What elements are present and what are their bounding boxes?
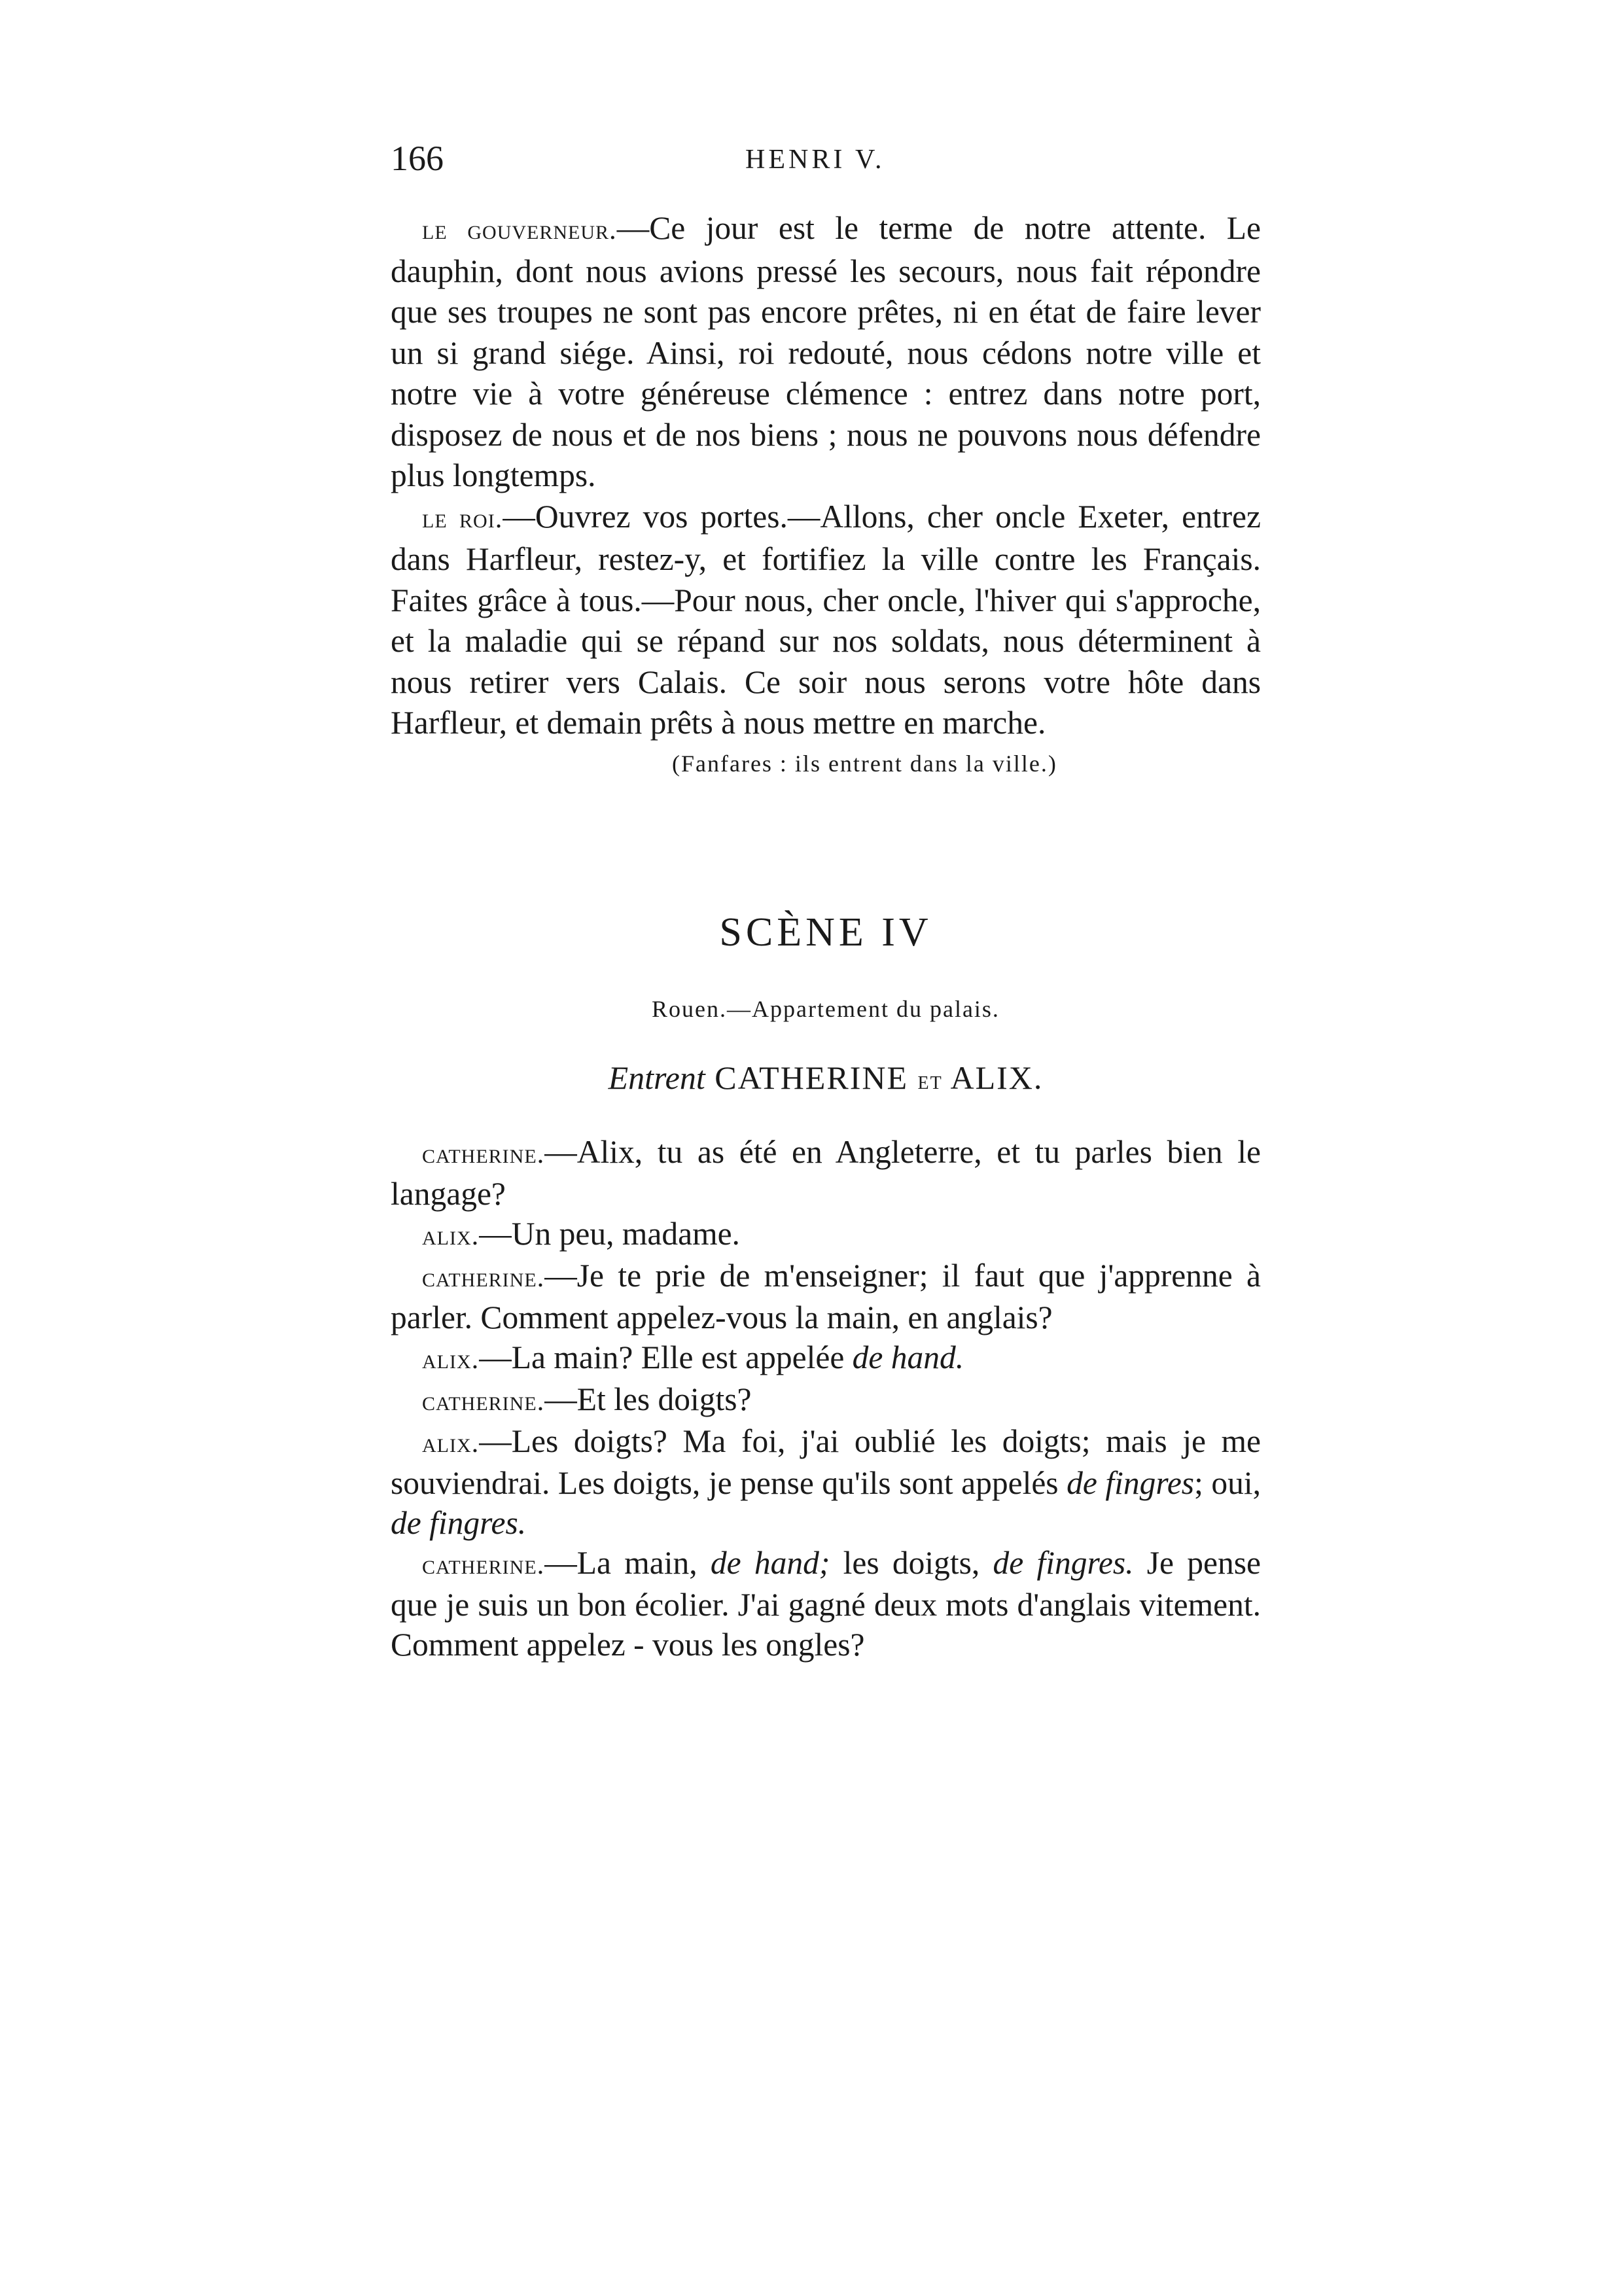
entrance-conjunction: et (917, 1065, 943, 1095)
entrance-character: ALIX. (950, 1059, 1044, 1096)
entrance-verb: Entrent (608, 1059, 705, 1096)
speaker-label: catherine. (422, 1386, 545, 1417)
scene-setting: Rouen.—Appartement du palais. (652, 996, 1000, 1022)
speech-text: —Ouvrez vos portes.—Allons, cher oncle Exeter, entrez dans Harfleur, restez-y, et fortifiez la ville contre les Français. Faites grâce à tous.—Pour nous, cher oncle, l'hiver qui s'approche, et la maladie qui se répand sur nos soldats, nous déterminent à nous retirer vers Calais. Ce soir nous serons votre hôte dans Harfleur, et demain prêts à nous mettre en marche. (391, 498, 1261, 741)
speaker-label: alix. (422, 1428, 480, 1458)
speaker-label: catherine. (422, 1262, 545, 1293)
speech-text: —La main, (544, 1545, 711, 1581)
running-title: HENRI V. (745, 145, 885, 175)
speech-italic: de hand; (710, 1545, 830, 1581)
stage-direction: (Fanfares : ils entrent dans la ville.) (672, 750, 1057, 777)
speaker-label: catherine. (422, 1139, 545, 1169)
speaker-label: le gouverneur. (422, 215, 617, 245)
speech-governor (391, 208, 1261, 497)
speech-text: —Alix, tu as été en Angleterre, et tu parles bien le langage? (391, 1134, 1261, 1212)
speech-italic: de hand. (852, 1339, 964, 1375)
speech-italic: de fingres. (993, 1545, 1134, 1581)
speech-text: —La main? Elle est appelée (479, 1339, 853, 1375)
speech-italic: de fingres (1067, 1465, 1195, 1501)
speech-catherine (391, 1543, 1261, 1665)
scene3-dialogue (391, 208, 1261, 783)
speech-alix (391, 1421, 1261, 1543)
speech-text: —Je te prie de m'enseigner; il faut que j'apprenne à parler. Comment appelez-vous la main, en anglais? (391, 1258, 1261, 1335)
speech-text: les doigts, (830, 1545, 993, 1581)
speech-catherine (391, 1256, 1261, 1337)
speech-alix (391, 1337, 1261, 1379)
entrance-line (391, 1055, 1261, 1103)
speaker-label: alix. (422, 1344, 480, 1375)
page-header (391, 137, 1267, 190)
scene-title: SCÈNE IV (719, 910, 932, 955)
speech-text: Je pense que je suis un bon écolier. J'ai gagné deux mots d'anglais vitement. Comment appelez - vous les ongles? (391, 1545, 1261, 1663)
speaker-label: le roi. (422, 503, 503, 534)
entrance-character: CATHERINE (715, 1059, 908, 1096)
speech-catherine (391, 1379, 1261, 1421)
speech-text: —Et les doigts? (544, 1381, 752, 1417)
speech-italic: de fingres. (391, 1505, 527, 1541)
speech-catherine (391, 1132, 1261, 1214)
page-number: 166 (391, 139, 444, 178)
scene4-dialogue (391, 1132, 1261, 1665)
speech-text: ; oui, (1194, 1465, 1261, 1501)
speaker-label: catherine. (422, 1549, 545, 1580)
speech-text: —Un peu, madame. (479, 1216, 740, 1252)
speech-text: —Les doigts? Ma foi, j'ai oublié les doigts; mais je me souviendrai. Les doigts, je pense qu'ils sont appelés (391, 1423, 1261, 1501)
speech-alix (391, 1214, 1261, 1256)
speaker-label: alix. (422, 1220, 480, 1251)
speech-king (391, 497, 1261, 744)
speech-text: —Ce jour est le terme de notre attente. Le dauphin, dont nous avions pressé les secours, nous fait répondre que ses troupes ne sont pas encore prêtes, ni en état de faire lever un si grand siége. Ainsi, roi redouté, nous cédons notre ville et notre vie à votre généreuse clémence : entrez dans notre port, disposez de nous et de nos biens ; nous ne pouvons nous défendre plus longtemps. (391, 210, 1261, 493)
